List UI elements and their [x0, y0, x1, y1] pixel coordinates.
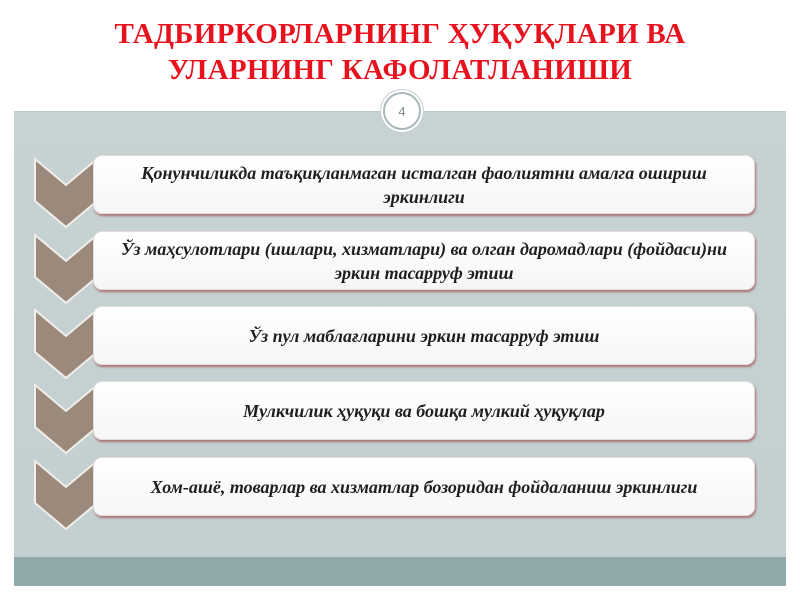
list-item-text: Ўз маҳсулотлари (ишлари, хизматлари) ва олган даромадлари (фойдаси)ни эркин тасарруф этиш [120, 238, 728, 283]
slide-title-line-1: ТАДБИРКОРЛАРНИНГ ҲУҚУҚЛАРИ ВА [114, 18, 686, 50]
page-number: 4 [398, 103, 406, 119]
page-number-badge [383, 92, 421, 130]
list-item [93, 155, 755, 214]
list-item [93, 306, 755, 365]
slide-title [0, 16, 800, 88]
list-item-text: Қонунчиликда таъқиқланмаган исталган фаолиятни амалга ошириш эркинлиги [141, 162, 707, 207]
list-item-text: Мулкчилик ҳуқуқи ва бошқа мулкий ҳуқуқлар [243, 400, 605, 421]
chevron-down-icon [33, 459, 99, 531]
chevron-down-icon [33, 157, 99, 229]
list-item [93, 231, 755, 290]
footer-bar [14, 557, 786, 586]
list-item [93, 457, 755, 516]
list-item-text: Ўз пул маблағларини эркин тасарруф этиш [248, 325, 600, 346]
list-item-text: Хом-ашё, товарлар ва хизматлар бозоридан фойдаланиш эркинлиги [150, 476, 698, 497]
chevron-down-icon [33, 383, 99, 455]
chevron-down-icon [33, 233, 99, 305]
list-item [93, 381, 755, 440]
slide-title-line-2: УЛАРНИНГ КАФОЛАТЛАНИШИ [167, 54, 633, 86]
chevron-down-icon [33, 308, 99, 380]
